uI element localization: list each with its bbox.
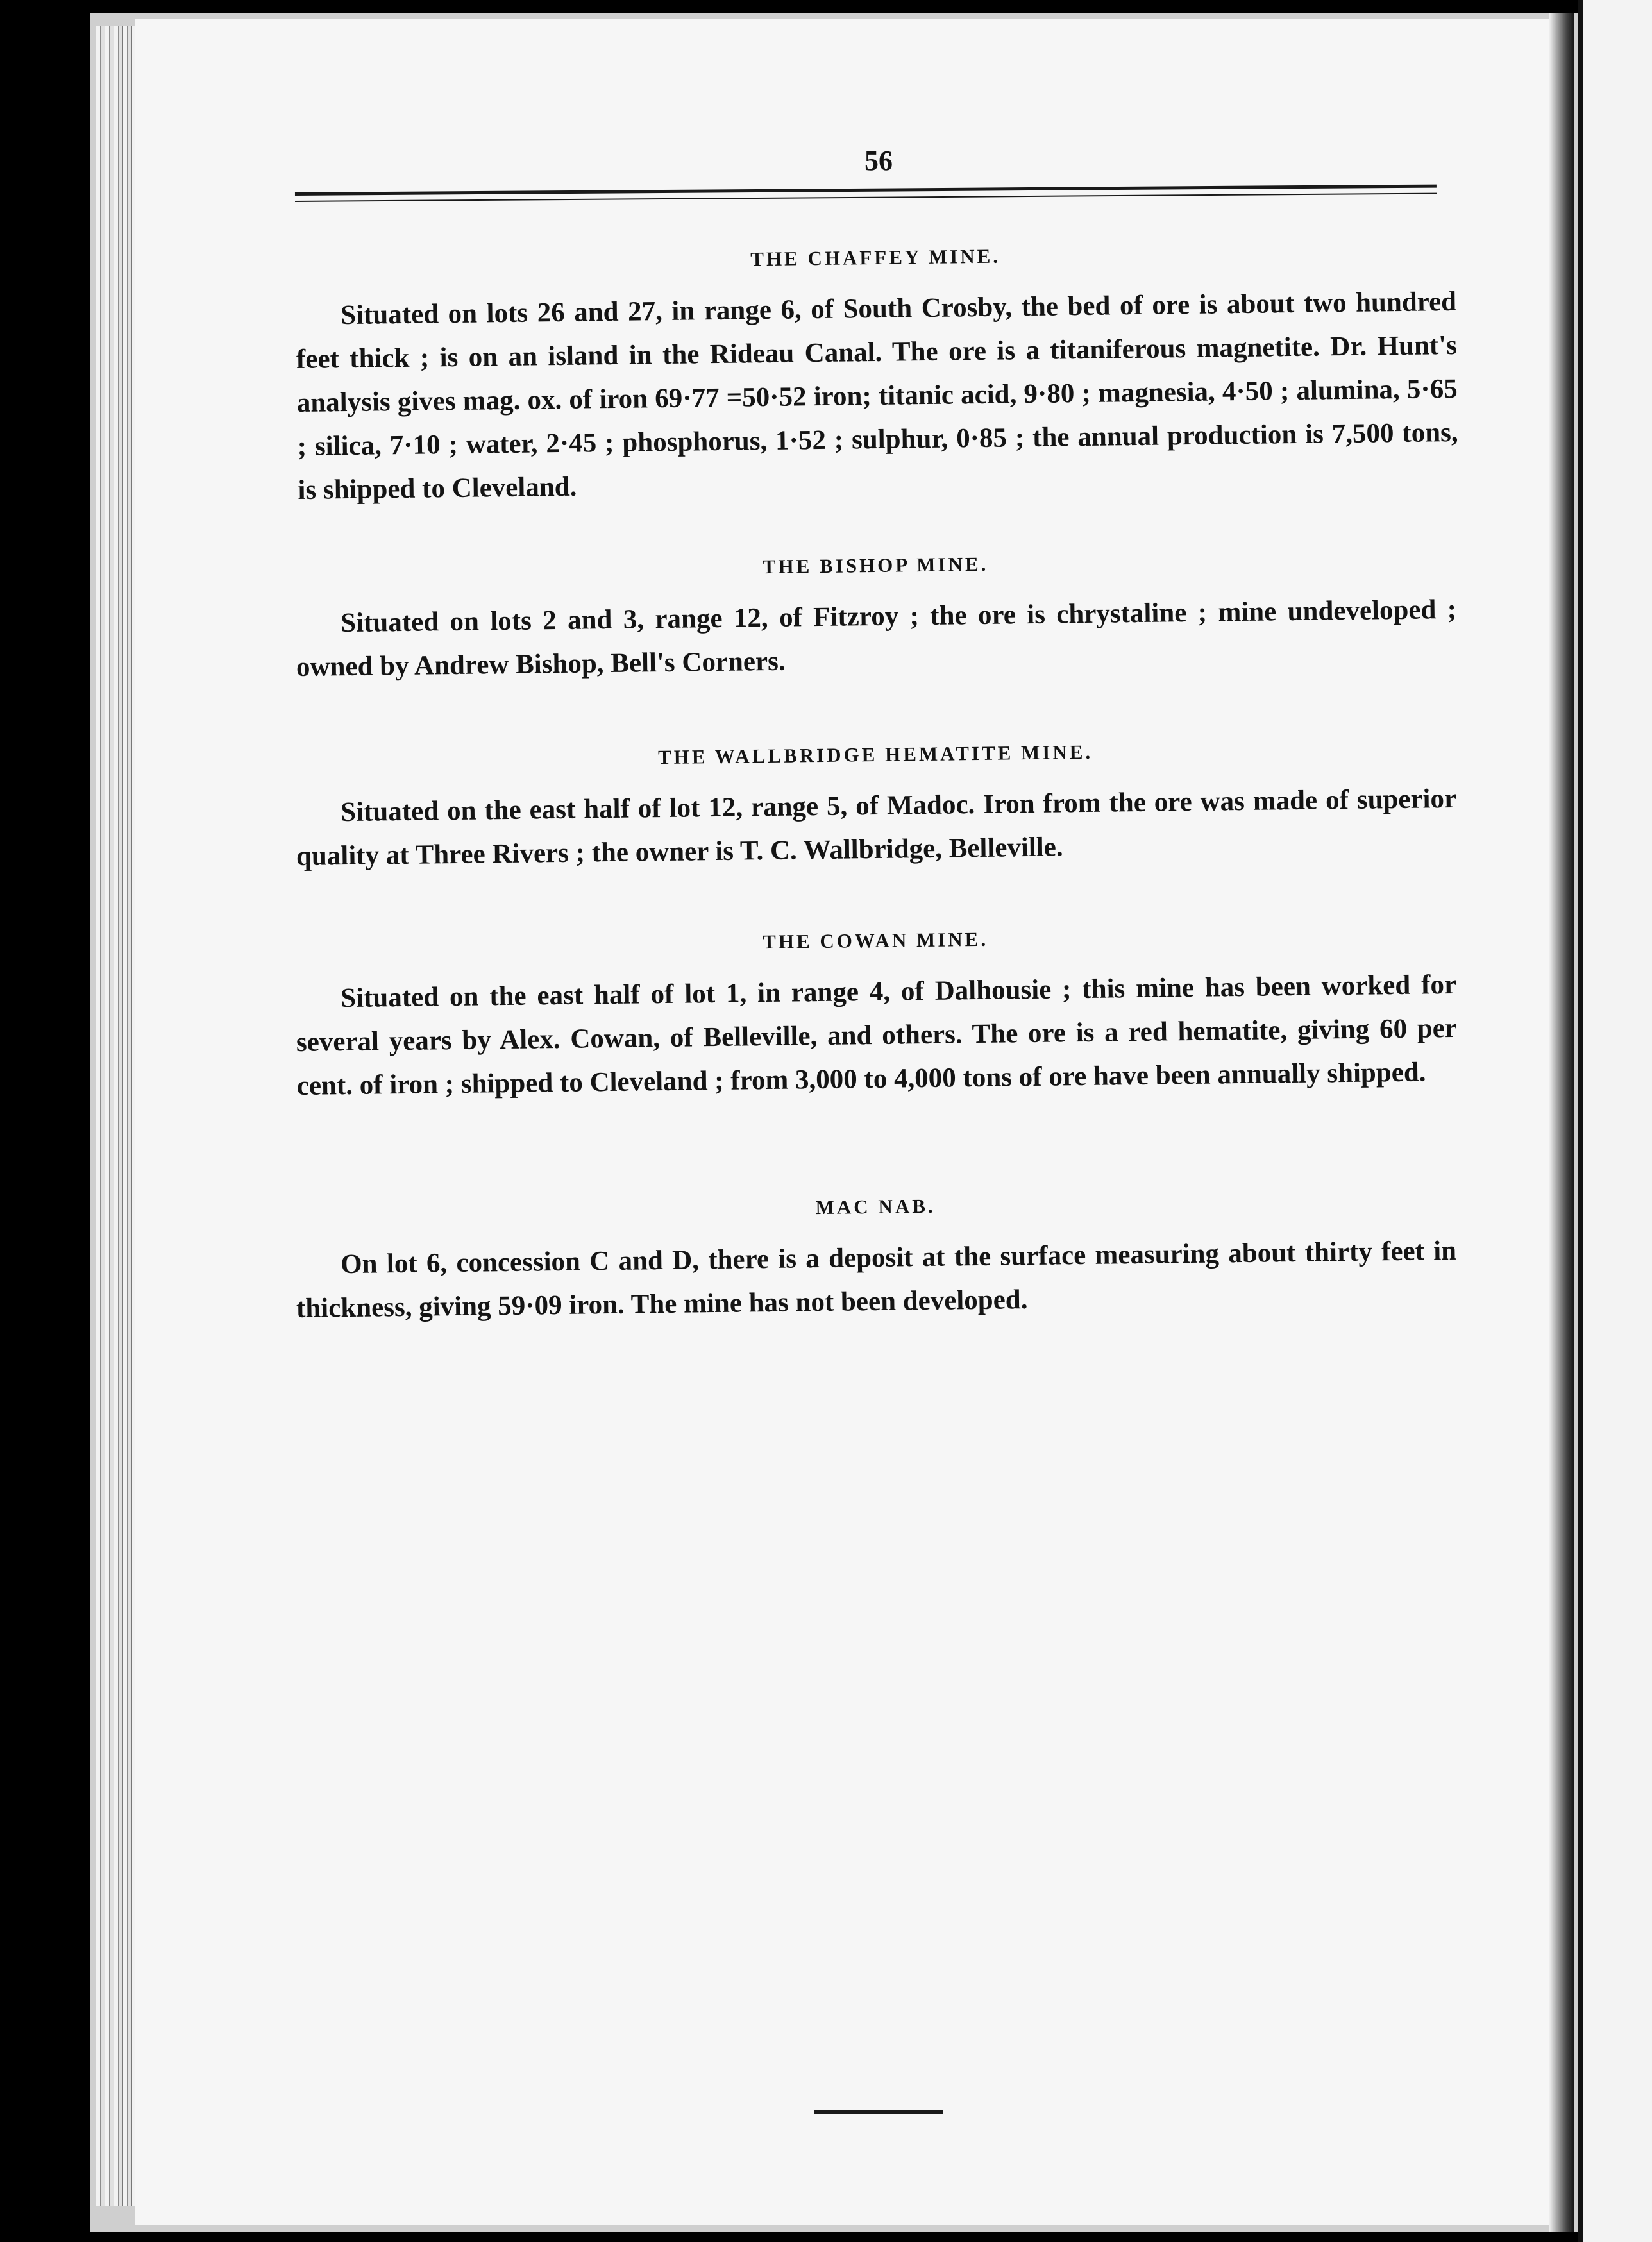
section-heading: THE WALLBRIDGE HEMATITE MINE. <box>657 740 1093 769</box>
end-rule <box>814 2110 943 2114</box>
section-body: On lot 6, concession C and D, there is a deposit at the surface measuring about thirty feet in thickness, giving 59·09 iron. The mine has not been developed. <box>296 1235 1457 1324</box>
facing-page-edge <box>1578 0 1652 2242</box>
spine-shadow <box>1549 13 1574 2232</box>
page-content <box>295 0 1462 2242</box>
section-body: Situated on lots 26 and 27, in range 6, of South Crosby, the bed of ore is about two hundred feet thick ; is on an island in the Rideau Canal. The ore is a titaniferous magnetite. Dr. Hunt's analysis gives mag. ox. of iron 69·77 =50·52 iron; titanic acid, 9·80 ; magnesia, 4·50 ; alumina, 5·65 ; silica, 7·10 ; water, 2·45 ; phosphorus, 1·52 ; sulphur, 0·85 ; the annual production is 7,500 tons, is shipped to Cleveland. <box>296 286 1458 505</box>
section-body: Situated on the east half of lot 12, range 5, of Madoc. Iron from the ore was made of superior quality at Three Rivers ; the owner is T. C. Wallbridge, Belleville. <box>296 783 1457 872</box>
section-mac-nab <box>295 1188 1457 1331</box>
section-bishop-mine <box>295 547 1457 689</box>
section-heading: THE COWAN MINE. <box>762 927 989 954</box>
section-heading: THE BISHOP MINE. <box>762 552 989 578</box>
section-chaffey-mine <box>295 239 1459 512</box>
section-body: Situated on lots 2 and 3, range 12, of Fitzroy ; the ore is chrystaline ; mine undeveloped ; owned by Andrew Bishop, Bell's Corners. <box>296 594 1457 682</box>
section-cowan-mine <box>295 922 1458 1108</box>
header-rule <box>295 185 1437 202</box>
section-body: Situated on the east half of lot 1, in range 4, of Dalhousie ; this mine has been worked for several years by Alex. Cowan, of Belleville, and others. The ore is a red hematite, giving 60 per cent. of iron ; shipped to Cleveland ; from 3,000 to 4,000 tons of ore have been annually shipped. <box>296 969 1458 1101</box>
page-number: 56 <box>864 145 893 176</box>
section-heading: MAC NAB. <box>815 1194 936 1219</box>
section-heading: THE CHAFFEY MINE. <box>750 244 1001 271</box>
section-wallbridge-hematite-mine <box>295 736 1457 879</box>
